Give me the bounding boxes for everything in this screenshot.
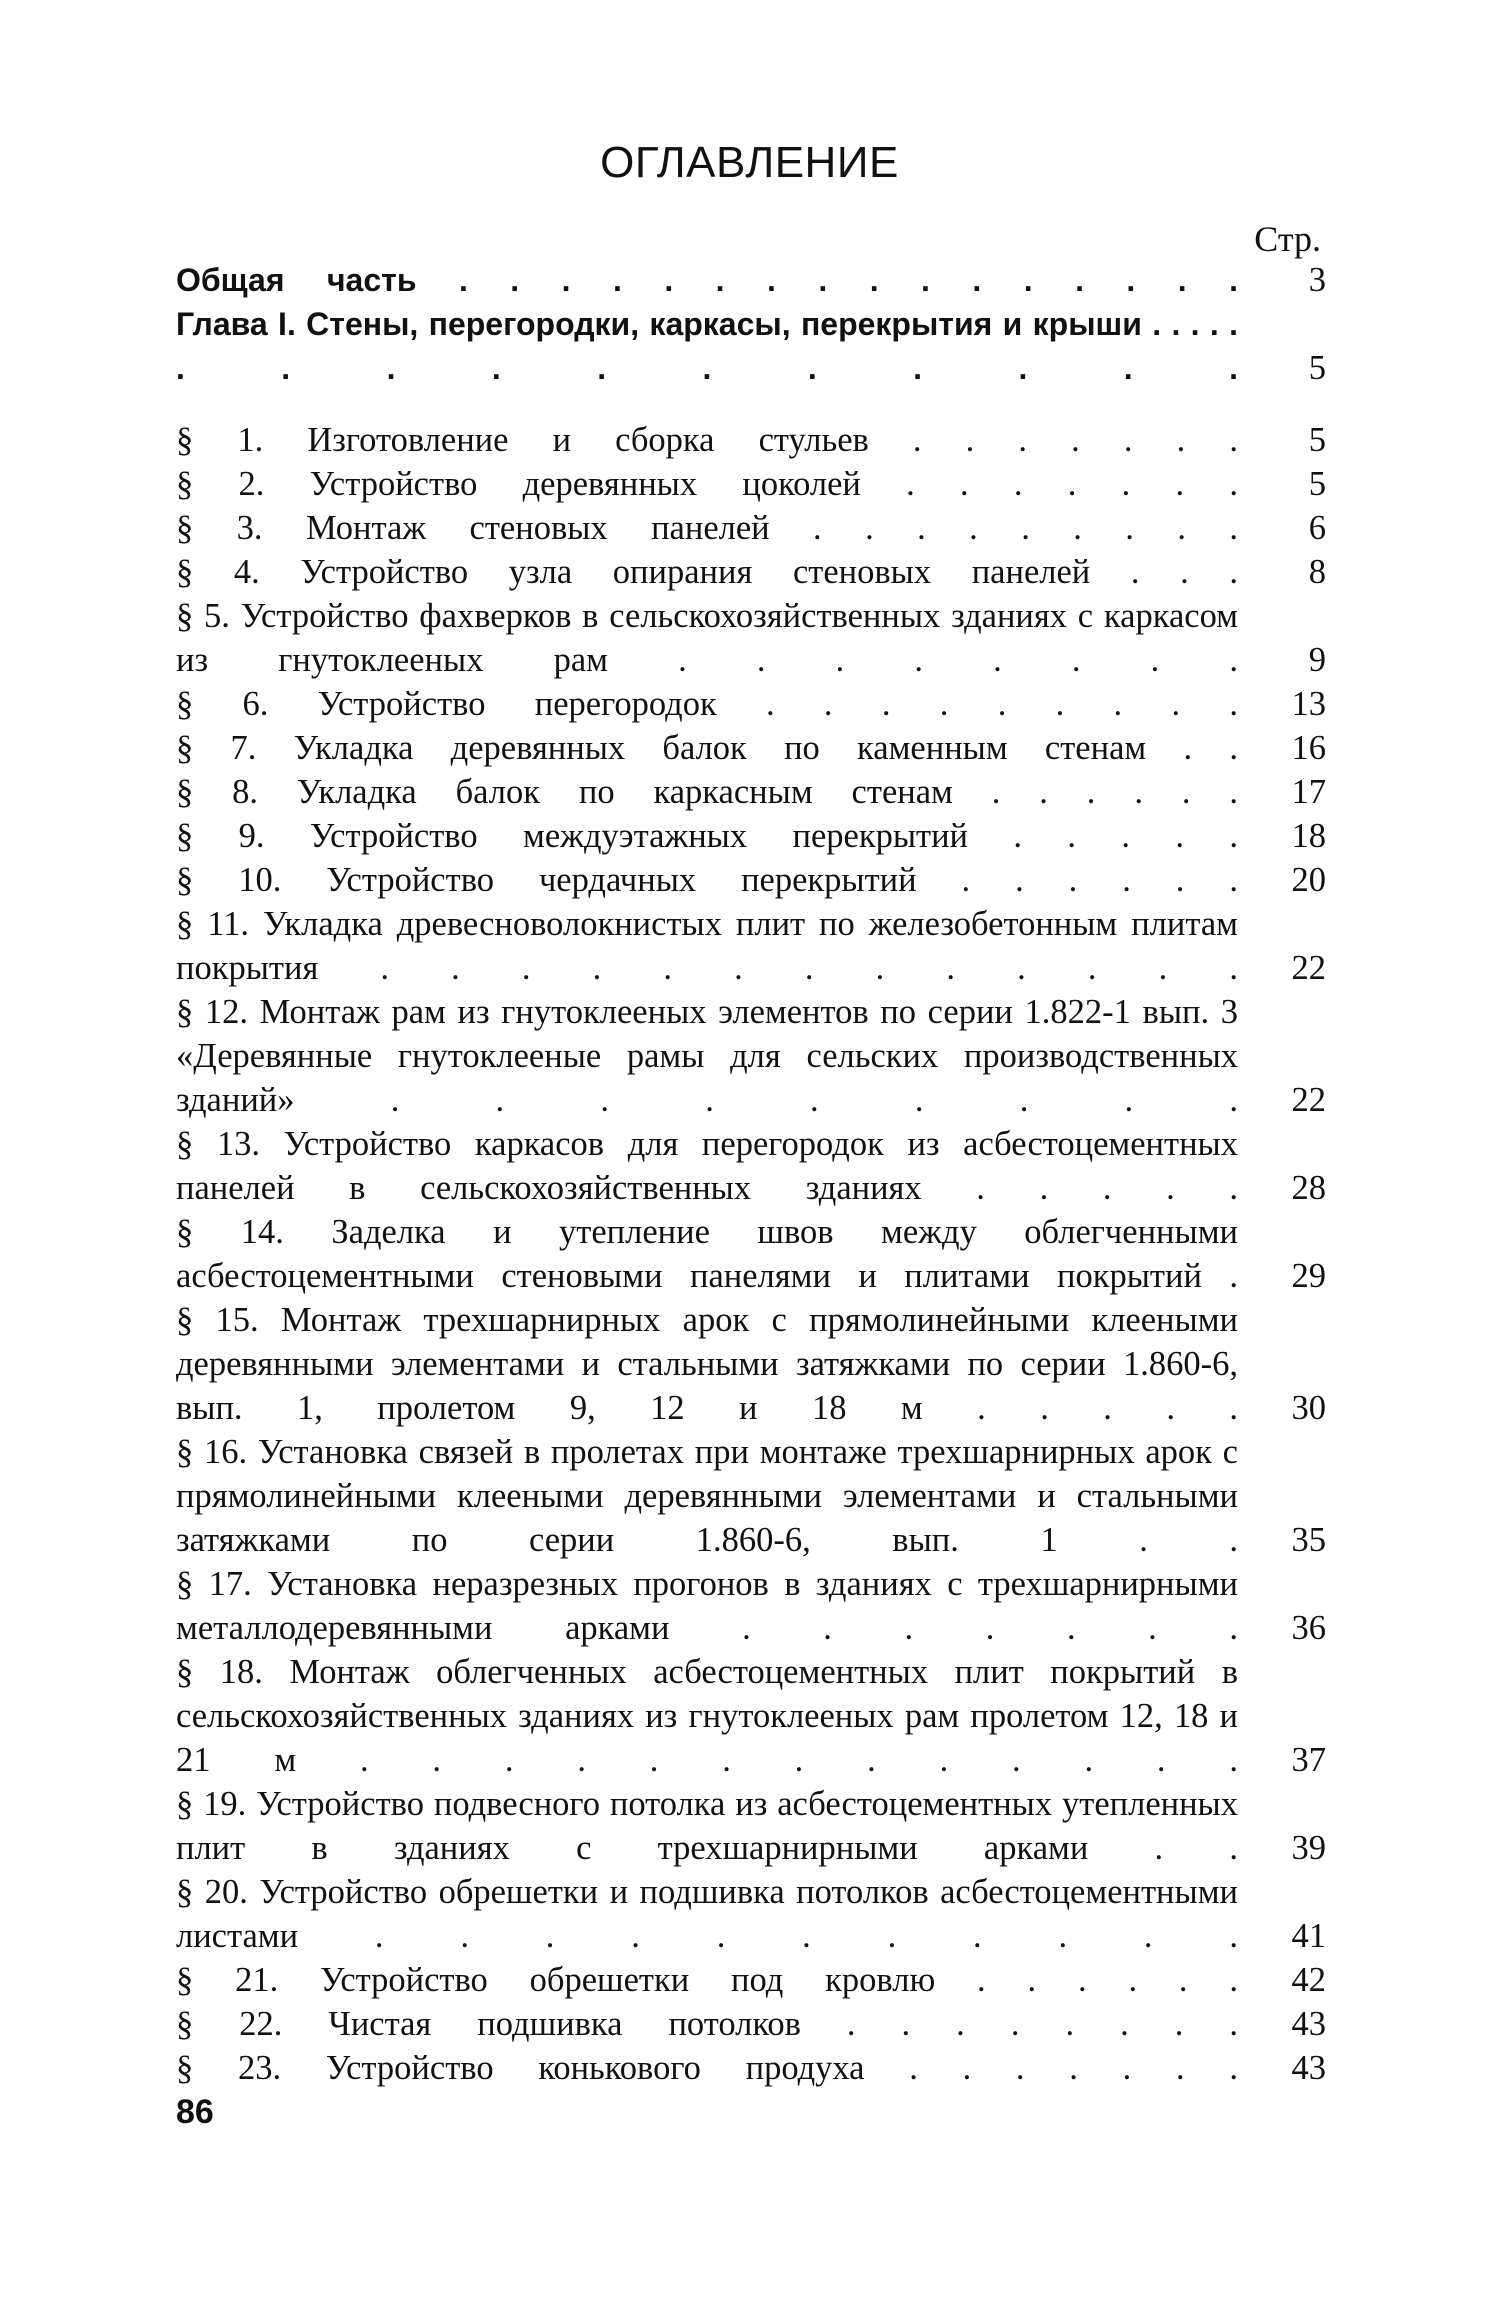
toc-entry (176, 1562, 1326, 1650)
toc-entry-page: 30 (1291, 1389, 1326, 1427)
toc-entry-page: 37 (1291, 1741, 1326, 1779)
toc-entry (176, 1298, 1326, 1430)
toc-entry-title: § 18. Монтаж облегченных асбестоцементных плит покрытий в сельскохозяйственных зданиях из гнутоклееных рам пролетом 12, 18 и 21 м . . . . . . . . . . . . . (176, 1653, 1238, 1779)
toc-entry-title: § 12. Монтаж рам из гнутоклееных элементов по серии 1.822-1 вып. 3 «Деревянные гнутоклееные рамы для сельских производственных зданий» . . . . . . . . . (176, 993, 1238, 1119)
toc-entry (176, 1870, 1326, 1958)
toc-entry (176, 506, 1326, 550)
toc-entry-page: 39 (1291, 1829, 1326, 1867)
toc-entry (176, 1210, 1326, 1298)
toc-entry-title: Глава I. Стены, перегородки, каркасы, перекрытия и крыши . . . . . . . . . . . . . . . . (176, 306, 1238, 386)
toc-entry (176, 1782, 1326, 1870)
toc-entry-title: § 1. Изготовление и сборка стульев . . . . . . . (176, 421, 1238, 459)
toc-entry-title: § 6. Устройство перегородок . . . . . . . . . (176, 685, 1238, 723)
toc-entry-page: 43 (1291, 2005, 1326, 2043)
toc-entry-page: 28 (1291, 1169, 1326, 1207)
toc-entry (176, 1650, 1326, 1782)
toc-entry-page: 36 (1291, 1609, 1326, 1647)
toc-entry (176, 1122, 1326, 1210)
toc-entry-page: 42 (1291, 1961, 1326, 1999)
toc-entry-title: § 3. Монтаж стеновых панелей . . . . . . . . . (176, 509, 1238, 547)
table-of-contents (176, 258, 1326, 2090)
toc-entry-title: § 9. Устройство междуэтажных перекрытий . . . . . (176, 817, 1238, 855)
toc-entry-title: § 22. Чистая подшивка потолков . . . . . . . . (176, 2005, 1238, 2043)
toc-entry (176, 302, 1326, 390)
toc-entry-page: 9 (1308, 641, 1326, 679)
toc-entry-title: § 4. Устройство узла опирания стеновых панелей . . . (176, 553, 1238, 591)
toc-entry-title: § 11. Укладка древесноволокнистых плит по железобетонным плитам покрытия . . . . . . . . . . . . . (176, 905, 1238, 987)
toc-entry-page: 5 (1308, 349, 1326, 387)
toc-entry-title: § 15. Монтаж трехшарнирных арок с прямолинейными клееными деревянными элементами и стальными затяжками по серии 1.860-6, вып. 1, пролетом 9, 12 и 18 м . . . . . (176, 1301, 1238, 1427)
toc-entry-page: 3 (1308, 261, 1326, 299)
toc-entry-page: 20 (1291, 861, 1326, 899)
toc-entry-title: § 7. Укладка деревянных балок по каменным стенам . . (176, 729, 1238, 767)
toc-entry-title: § 5. Устройство фахверков в сельскохозяйственных зданиях с каркасом из гнутоклееных рам . . . . . . . . (176, 597, 1238, 679)
page-title: ОГЛАВЛЕНИЕ (600, 138, 899, 187)
toc-entry-title: § 20. Устройство обрешетки и подшивка потолков асбестоцементными листами . . . . . . . . . . . (176, 1873, 1238, 1955)
toc-entry-title: § 8. Укладка балок по каркасным стенам . . . . . . (176, 773, 1238, 811)
toc-entry-title: § 23. Устройство конькового продуха . . . . . . . (176, 2049, 1238, 2087)
toc-entry-page: 8 (1308, 553, 1326, 591)
toc-entry-page: 43 (1291, 2049, 1326, 2087)
page-column-header: Стр. (1254, 219, 1321, 259)
toc-entry (176, 594, 1326, 682)
toc-entry-page: 6 (1308, 509, 1326, 547)
toc-entry-page: 5 (1308, 465, 1326, 503)
toc-entry (176, 990, 1326, 1122)
toc-entry (176, 258, 1326, 302)
toc-entry-title: § 14. Заделка и утепление швов между облегченными асбестоцементными стеновыми панелями и плитами покрытий . (176, 1213, 1238, 1295)
toc-entry-title: § 13. Устройство каркасов для перегородок из асбестоцементных панелей в сельскохозяйственных зданиях . . . . . (176, 1125, 1238, 1207)
toc-entry (176, 462, 1326, 506)
toc-entry (176, 2002, 1326, 2046)
toc-entry-page: 5 (1308, 421, 1326, 459)
toc-entry-page: 29 (1291, 1257, 1326, 1295)
toc-entry-title: § 10. Устройство чердачных перекрытий . . . . . . (176, 861, 1238, 899)
page-number: 86 (176, 2093, 214, 2131)
toc-entry-page: 13 (1291, 685, 1326, 723)
toc-entry-title: § 17. Установка неразрезных прогонов в зданиях с трехшарнирными металлодеревянными арками . . . . . . . (176, 1565, 1238, 1647)
toc-entry-title: § 16. Установка связей в пролетах при монтаже трехшарнирных арок с прямолинейными клееными деревянными элементами и стальными затяжками по серии 1.860-6, вып. 1 . . (176, 1433, 1238, 1559)
toc-entry (176, 2046, 1326, 2090)
toc-entry (176, 418, 1326, 462)
toc-entry (176, 550, 1326, 594)
toc-entry (176, 858, 1326, 902)
toc-entry-page: 22 (1291, 1081, 1326, 1119)
toc-entry-title: § 19. Устройство подвесного потолка из асбестоцементных утепленных плит в зданиях с трехшарнирными арками . . (176, 1785, 1238, 1867)
toc-entry-title: Общая часть . . . . . . . . . . . . . . . . (176, 262, 1238, 298)
toc-entry-page: 41 (1291, 1917, 1326, 1955)
toc-entry-page: 18 (1291, 817, 1326, 855)
toc-entry-page: 16 (1291, 729, 1326, 767)
toc-entry (176, 814, 1326, 858)
toc-entry (176, 682, 1326, 726)
toc-entry-page: 22 (1291, 949, 1326, 987)
toc-entry (176, 770, 1326, 814)
toc-entry (176, 902, 1326, 990)
toc-entry-title: § 2. Устройство деревянных цоколей . . . . . . . (176, 465, 1238, 503)
toc-entry (176, 1430, 1326, 1562)
toc-entry-title: § 21. Устройство обрешетки под кровлю . . . . . . (176, 1961, 1238, 1999)
toc-entry-page: 17 (1291, 773, 1326, 811)
toc-entry (176, 1958, 1326, 2002)
toc-entry (176, 726, 1326, 770)
toc-entry-page: 35 (1291, 1521, 1326, 1559)
